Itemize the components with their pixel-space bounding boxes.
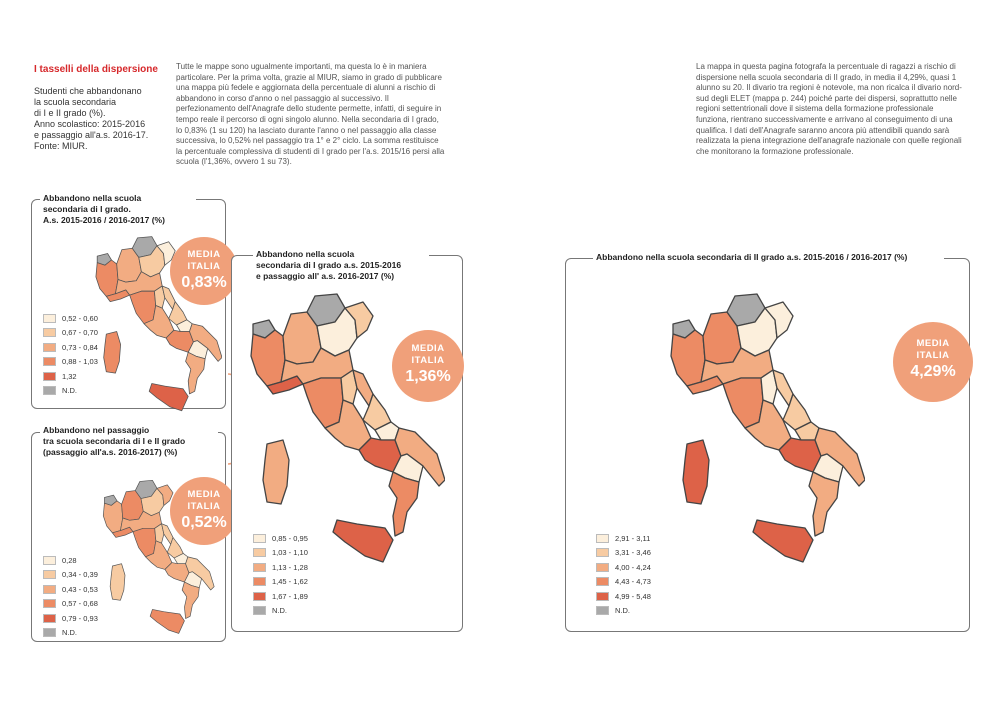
legend-item: 0,88 - 1,03 [43, 355, 98, 370]
region-sicilia [333, 520, 393, 562]
side-note-line: Fonte: MIUR. [34, 141, 88, 151]
legend-item: 0,85 - 0,95 [253, 531, 308, 546]
legend-item: 0,79 - 0,93 [43, 611, 98, 626]
italy-map-second-grade [665, 290, 865, 570]
badge-label: MEDIA ITALIA [411, 343, 445, 366]
region-piemonte [671, 330, 705, 386]
legend-item: 4,00 - 4,24 [596, 560, 651, 575]
legend-item: 1,45 - 1,62 [253, 575, 308, 590]
map-title-transition [40, 425, 218, 458]
legend-item: 1,32 [43, 369, 98, 384]
side-note [34, 86, 164, 152]
right-paragraph: La mappa in questa pagina fotografa la percentuale di ragazzi a rischio di dispersione nella scuola secondaria di II grado, in media il 4,29%, quasi 1 alunno su 20. Il divario tra regioni è notevole, ma non ricalca il divario nord-sud degli ELET (mappa p. 244) poiché parte dei dispersi, soprattutto nelle regioni settentrionali dove il sistema della formazione professionale funziona, rientrano successivamente e arrivano al conseguimento di una qualifica. I dati dell'Anagrafe saranno ancora più attendibili quando sarà realizzata la piena integrazione dell'anagrafe nazionale con quelle regionali che monitorano la formazione professionale. [696, 62, 962, 156]
title-line: (passaggio all'a.s. 2016-2017) (%) [43, 447, 178, 457]
side-note-line: e passaggio all'a.s. 2016-17. [34, 130, 149, 140]
region-sardegna [683, 440, 709, 504]
legend-item: 0,52 - 0,60 [43, 311, 98, 326]
region-toscana [130, 291, 156, 324]
legend-item: N.D. [253, 604, 308, 619]
region-sardegna [110, 564, 125, 601]
title-line: e passaggio all' a.s. 2016-2017 (%) [256, 271, 395, 281]
map-title-second-grade [593, 252, 944, 263]
average-badge-transition [170, 477, 238, 545]
region-sicilia [150, 609, 184, 633]
region-campania [779, 438, 821, 472]
legend-item: 0,43 - 0,53 [43, 582, 98, 597]
legend-item: 4,43 - 4,73 [596, 575, 651, 590]
region-piemonte [96, 260, 118, 296]
legend-item: N.D. [43, 626, 98, 641]
title-line: A.s. 2015-2016 / 2016-2017 (%) [43, 215, 165, 225]
title-line: secondaria di I grado. [43, 204, 131, 214]
region-campania [359, 438, 401, 472]
legend-second-grade [596, 531, 651, 618]
badge-value: 1,36% [405, 368, 451, 385]
map-title-combined [253, 249, 429, 282]
title-line: secondaria di I grado a.s. 2015-2016 [256, 260, 402, 270]
region-calabria [186, 352, 206, 394]
average-badge-first-grade [170, 237, 238, 305]
legend-item: 1,13 - 1,28 [253, 560, 308, 575]
region-campania [165, 563, 189, 582]
side-note-line: Anno scolastico: 2015-2016 [34, 119, 146, 129]
region-piemonte [251, 330, 285, 386]
map-title-first-grade [40, 193, 196, 226]
region-sicilia [753, 520, 813, 562]
region-sardegna [104, 332, 121, 374]
legend-item: 0,73 - 0,84 [43, 340, 98, 355]
legend-item: 1,03 - 1,10 [253, 546, 308, 561]
intro-paragraph: Tutte le mappe sono ugualmente importanti, ma questa lo è in maniera particolare. Per la prima volta, grazie al MIUR, siamo in grado di pubblicare una mappa più fedele e aggiornata della percentuale di alunni a rischio di abbandono in corso d'anno o nel passaggio al successivo. Il perfezionamento dell'Anagrafe dello studente permette, infatti, di seguire in tempo reale il percorso di ogni singolo alunno. Nella secondaria di I grado, lo 0,83% (1 su 120) ha lasciato durante l'anno o nel passaggio alla classe successiva, lo 0,52% nel passaggio tra 1° e 2° ciclo. La somma restituisce la percentuale complessiva di studenti di I grado per l'a.s. 2015/16 persi alla scuola (l'1,36%, ovvero 1 su 73). [176, 62, 445, 167]
side-note-line: la scuola secondaria [34, 97, 117, 107]
legend-combined [253, 531, 308, 618]
region-toscana [133, 528, 156, 557]
legend-item: N.D. [43, 384, 98, 399]
badge-label: MEDIA ITALIA [187, 249, 221, 272]
region-sicilia [149, 384, 188, 411]
section-title: I tasselli della dispersione [34, 64, 158, 75]
legend-first-grade [43, 311, 98, 398]
region-piemonte [103, 501, 122, 533]
region-calabria [182, 582, 199, 619]
badge-value: 0,83% [181, 274, 227, 291]
legend-item: 0,34 - 0,39 [43, 568, 98, 583]
title-line: Abbandono nella scuola [43, 193, 142, 203]
region-toscana [723, 378, 763, 428]
badge-value: 4,29% [910, 363, 956, 380]
badge-label: MEDIA ITALIA [187, 489, 221, 512]
legend-item: 0,28 [43, 553, 98, 568]
legend-item: 1,67 - 1,89 [253, 589, 308, 604]
region-campania [166, 330, 193, 352]
title-line: Abbandono nel passaggio [43, 425, 150, 435]
region-sardegna [263, 440, 289, 504]
region-calabria [389, 472, 419, 536]
legend-item: 3,31 - 3,46 [596, 546, 651, 561]
legend-item: N.D. [596, 604, 651, 619]
region-toscana [303, 378, 343, 428]
region-calabria [809, 472, 839, 536]
average-badge-second-grade [893, 322, 973, 402]
average-badge-combined [392, 330, 464, 402]
side-note-line: Studenti che abbandonano [34, 86, 142, 96]
legend-item: 2,91 - 3,11 [596, 531, 651, 546]
title-line: tra scuola secondaria di I e II grado [43, 436, 186, 446]
badge-label: MEDIA ITALIA [916, 338, 950, 361]
badge-value: 0,52% [181, 514, 227, 531]
title-line: Abbandono nella scuola [256, 249, 355, 259]
legend-item: 0,57 - 0,68 [43, 597, 98, 612]
legend-transition [43, 553, 98, 640]
legend-item: 0,67 - 0,70 [43, 326, 98, 341]
title-line: Abbandono nella scuola secondaria di II grado a.s. 2015-2016 / 2016-2017 (%) [596, 252, 908, 262]
side-note-line: di I e II grado (%). [34, 108, 106, 118]
legend-item: 4,99 - 5,48 [596, 589, 651, 604]
